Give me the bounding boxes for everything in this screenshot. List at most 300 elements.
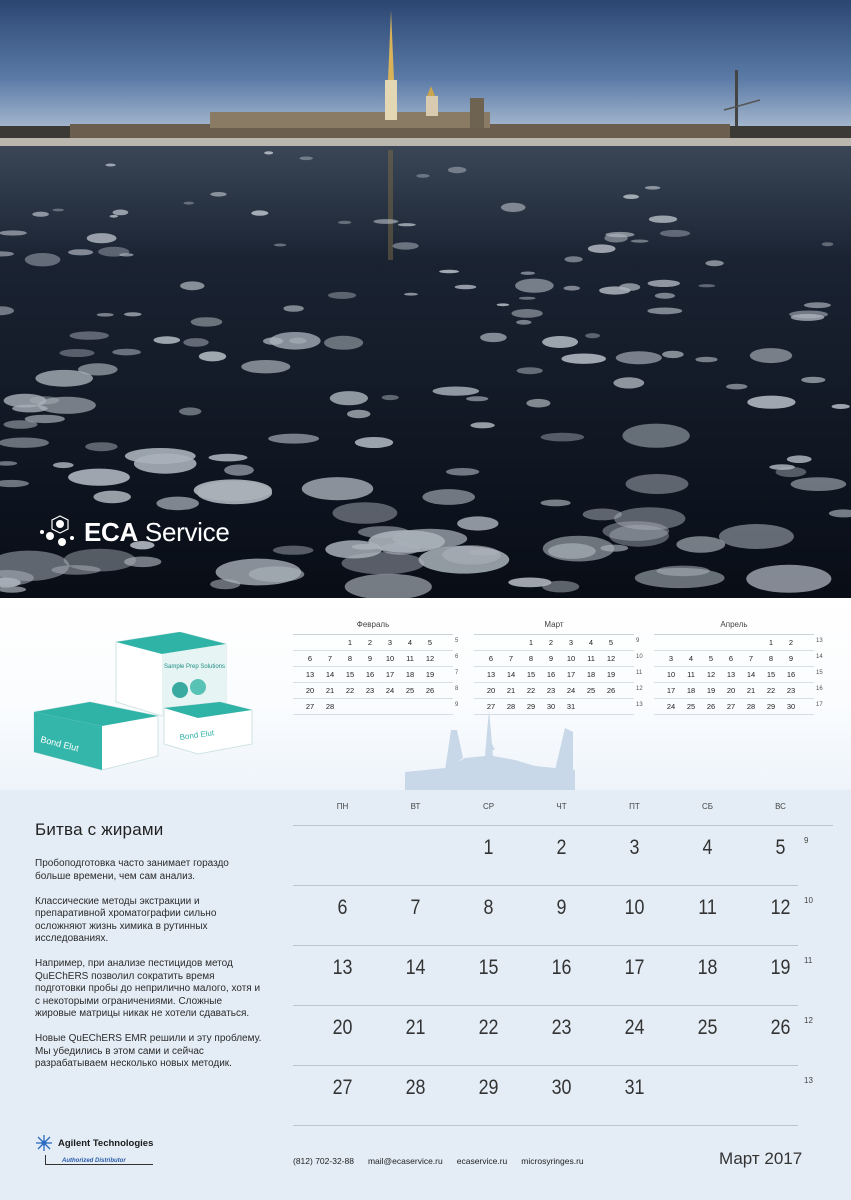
ice-floe	[53, 462, 74, 468]
ice-floe	[541, 500, 571, 507]
article-paragraph: Новые QuEChERS EMR решили и эту проблему. Мы убедились в этом сами и сейчас разрабатываем несколько новых методик.	[35, 1033, 262, 1069]
mini-calendar-day: 6	[307, 654, 313, 663]
mini-calendar-day: 13	[486, 670, 496, 679]
mini-calendar-day: 24	[566, 686, 576, 695]
mini-calendar-day: 15	[345, 670, 355, 679]
mini-calendar-day: 4	[407, 638, 413, 647]
agilent-spark-icon	[35, 1134, 53, 1152]
calendar-day: 18	[697, 956, 718, 979]
ice-floe	[660, 230, 690, 237]
mini-calendar-day: 23	[365, 686, 375, 695]
mini-calendar-day: 26	[706, 702, 716, 711]
ice-floe	[194, 479, 272, 501]
svg-text:Sample Prep Solutions: Sample Prep Solutions	[164, 664, 226, 670]
main-section	[0, 790, 851, 1200]
mini-calendar-day: 14	[325, 670, 335, 679]
ice-floe	[561, 354, 606, 364]
mini-calendar-day: 7	[748, 654, 754, 663]
ice-floe	[209, 454, 248, 462]
ice-floe	[64, 549, 136, 572]
svg-text:Bond Elut: Bond Elut	[39, 734, 80, 754]
mini-calendar-day: 3	[668, 654, 674, 663]
weekday-header	[293, 790, 833, 826]
ice-floe	[93, 491, 131, 504]
ice-floe	[801, 377, 825, 383]
mini-calendar-day: 9	[548, 654, 554, 663]
ice-floe	[270, 332, 321, 350]
city-skyline-silhouette	[405, 710, 575, 790]
mini-calendar-week-number: 13	[636, 702, 643, 708]
ice-floe	[631, 240, 649, 243]
mini-calendar-day: 27	[305, 702, 315, 711]
mini-calendar-day: 2	[548, 638, 554, 647]
ice-floe	[179, 407, 201, 415]
mini-calendar-day: 1	[768, 638, 774, 647]
article-paragraph: Классические методы экстракции и препаративной хроматографии сильно осложняют жизнь химика в рутинных исследованиях.	[35, 895, 217, 944]
ice-floe	[719, 524, 794, 549]
mini-calendar-week-number: 9	[636, 638, 640, 644]
mini-calendar-day: 10	[666, 670, 676, 679]
mini-calendar-day: 10	[566, 654, 576, 663]
mini-calendar-day: 12	[606, 654, 616, 663]
mini-calendar-day: 10	[385, 654, 395, 663]
mini-calendar-day: 20	[726, 686, 736, 695]
website-link-2[interactable]: microsyringes.ru	[521, 1156, 584, 1166]
mini-calendar-week-row	[474, 667, 643, 683]
ice-floe	[480, 333, 507, 342]
mini-calendar-day: 2	[788, 638, 794, 647]
mini-calendar-february	[293, 616, 459, 715]
ice-floe	[542, 336, 578, 348]
article-paragraph: Например, при анализе пестицидов метод QuEChERS позволил сократить время подготовки пробы до неприлично малого, хотя и с некоторыми ограничениями. Сложные жировые матрицы никак не хотели сдаваться.	[35, 958, 261, 1019]
mini-calendar-day: 19	[706, 686, 716, 695]
ice-floe	[613, 377, 644, 388]
mini-calendar-week-row	[293, 667, 459, 683]
weekday-label: СР	[482, 802, 495, 811]
ice-floe	[398, 223, 416, 226]
mini-calendar-day: 8	[347, 654, 353, 663]
ice-floe	[191, 317, 223, 326]
email-link[interactable]: mail@ecaservice.ru	[367, 1156, 443, 1166]
ice-floe	[273, 546, 314, 555]
mini-calendar-day: 25	[686, 702, 696, 711]
article	[35, 820, 265, 1083]
hexagon-molecule-icon	[38, 514, 78, 550]
ice-floe	[156, 497, 199, 511]
mini-calendar-day: 5	[708, 654, 714, 663]
mini-calendar-title: Март	[544, 620, 564, 629]
ice-floe	[648, 280, 680, 287]
ice-floe	[25, 253, 61, 266]
mini-calendar-week-row	[474, 683, 643, 699]
mini-calendar-day: 26	[606, 686, 616, 695]
ice-floe	[626, 474, 689, 494]
brand-name: ECA Service	[84, 516, 230, 547]
weekday-label: ЧТ	[556, 802, 567, 811]
mini-calendar-week-number: 7	[455, 670, 459, 676]
week-number: 10	[804, 896, 813, 905]
article-paragraph: Пробоподготовка часто занимает гораздо больше времени, чем сам анализ.	[35, 858, 229, 882]
ice-floe	[0, 230, 27, 235]
calendar-week-row	[293, 1066, 813, 1126]
ice-floe	[113, 210, 129, 216]
mini-calendar-day: 20	[305, 686, 315, 695]
ice-floe	[599, 286, 630, 294]
ice-floe	[382, 395, 399, 400]
mini-calendar-day: 11	[406, 654, 414, 663]
ice-floe	[616, 351, 662, 364]
mini-calendar-day: 3	[387, 638, 393, 647]
mini-calendar-day: 14	[746, 670, 756, 679]
calendar-day: 16	[551, 956, 572, 979]
ice-floe	[124, 312, 142, 316]
ice-floe	[789, 311, 828, 319]
mini-calendar-week-number: 14	[816, 654, 823, 660]
mini-calendar-day: 4	[688, 654, 694, 663]
ice-floe	[747, 396, 795, 409]
calendar-day: 23	[551, 1016, 572, 1039]
ice-floe	[251, 210, 268, 215]
ice-floe	[302, 477, 373, 500]
ice-floe	[355, 437, 393, 448]
ice-floe	[776, 467, 807, 477]
ice-floe	[300, 157, 313, 161]
mini-calendar-day: 4	[588, 638, 594, 647]
mini-calendar-day: 2	[367, 638, 373, 647]
weekday-label: ВС	[775, 802, 786, 811]
ice-floe	[746, 565, 831, 593]
ice-floe	[521, 272, 535, 275]
calendar-day: 21	[405, 1016, 426, 1039]
ice-floe	[210, 192, 226, 197]
mini-calendar-day: 6	[488, 654, 494, 663]
ice-floe	[676, 536, 725, 552]
ice-floe	[25, 415, 65, 423]
mini-calendar-day: 15	[766, 670, 776, 679]
mini-calendar-day: 9	[367, 654, 373, 663]
mini-calendar-day: 16	[786, 670, 796, 679]
mini-calendar-day: 14	[506, 670, 516, 679]
week-number: 12	[804, 1016, 813, 1025]
ice-floe	[433, 387, 480, 396]
ice-floe	[647, 308, 682, 315]
ice-floe	[457, 516, 498, 530]
mini-calendar-day: 3	[568, 638, 574, 647]
calendar-day: 10	[624, 896, 645, 919]
weekday-label: СБ	[701, 802, 714, 811]
ice-floe	[526, 399, 550, 408]
ice-floe	[68, 469, 130, 486]
mini-calendar-day: 18	[405, 670, 415, 679]
ice-floe	[517, 367, 543, 374]
mini-calendar-day: 22	[766, 686, 776, 695]
calendar-day: 2	[556, 836, 567, 859]
mini-calendar-day: 31	[566, 702, 576, 711]
mini-calendar-week-row	[474, 651, 643, 667]
mini-calendar-day: 16	[365, 670, 375, 679]
ice-floe	[404, 293, 418, 296]
month-year-label: Март 2017	[719, 1149, 803, 1168]
ice-floe	[585, 333, 600, 338]
mini-calendar-day: 9	[788, 654, 794, 663]
mini-calendar-day: 13	[726, 670, 736, 679]
mini-calendar-day: 1	[347, 638, 353, 647]
ice-floe	[342, 552, 425, 574]
ice-floe	[416, 174, 429, 178]
mini-calendar-week-number: 16	[816, 686, 823, 692]
mini-calendar-week-number: 8	[455, 686, 459, 692]
ice-floe	[832, 404, 850, 409]
mini-calendar-day: 26	[425, 686, 435, 695]
ice-floe	[210, 579, 240, 589]
ice-floe	[184, 202, 194, 205]
ice-floe	[368, 530, 445, 553]
mini-calendar-week-row	[654, 699, 823, 715]
mini-calendar-day: 30	[546, 702, 556, 711]
weekday-label: ПН	[336, 802, 349, 811]
article-title: Битва с жирами	[35, 820, 164, 839]
calendar-day: 25	[697, 1016, 718, 1039]
calendar-day: 4	[702, 836, 713, 859]
mini-calendar-day: 21	[506, 686, 516, 695]
mini-calendar-week-number: 13	[816, 638, 823, 644]
calendar-day: 17	[624, 956, 645, 979]
ice-floe	[224, 465, 254, 476]
ice-floe	[154, 336, 181, 344]
ice-floe	[199, 351, 226, 361]
mini-calendar-day: 27	[726, 702, 736, 711]
mini-calendar-day: 22	[345, 686, 355, 695]
ice-floe	[183, 338, 208, 347]
mini-calendar-day: 24	[385, 686, 395, 695]
ice-floe	[268, 434, 319, 444]
ice-floe	[347, 410, 370, 418]
ice-floe	[112, 349, 141, 356]
calendar-day: 14	[405, 956, 426, 979]
mini-calendar-day: 24	[666, 702, 676, 711]
ice-floe	[791, 477, 847, 491]
ice-floe	[543, 536, 614, 562]
ice-floe	[448, 167, 467, 173]
calendar-week-row	[293, 826, 809, 886]
mini-calendar-day: 28	[506, 702, 516, 711]
mini-calendar-week-row	[293, 699, 459, 715]
mini-calendar-day: 5	[608, 638, 614, 647]
ice-floe	[501, 203, 526, 212]
mini-calendar-day: 27	[486, 702, 496, 711]
ice-floe	[565, 256, 583, 262]
mini-calendar-day: 20	[486, 686, 496, 695]
ice-floe	[393, 242, 419, 249]
mini-calendar-day: 17	[566, 670, 576, 679]
ice-floe	[699, 284, 716, 287]
mini-calendar-day: 19	[425, 670, 435, 679]
ice-floe	[97, 313, 114, 317]
mini-calendar-week-row	[654, 667, 823, 683]
mini-calendar-day: 28	[325, 702, 335, 711]
mini-calendar-day: 21	[746, 686, 756, 695]
ice-floe	[125, 448, 196, 464]
main-calendar	[293, 790, 833, 1126]
ice-floe	[726, 384, 747, 390]
mini-calendar-day: 13	[305, 670, 315, 679]
ice-floe	[470, 422, 494, 428]
brand-logo	[38, 514, 230, 550]
weekday-label: ВТ	[410, 802, 421, 811]
mini-calendar-day: 25	[586, 686, 596, 695]
mini-calendar-week-number: 5	[455, 638, 459, 644]
mini-calendar-day: 23	[546, 686, 556, 695]
ice-floe	[705, 260, 723, 266]
weekday-label: ПТ	[629, 802, 640, 811]
ice-floe	[564, 286, 580, 291]
ice-floe	[87, 233, 117, 243]
ice-floe	[105, 164, 115, 167]
mini-calendar-day: 21	[325, 686, 335, 695]
ice-floe	[373, 219, 398, 224]
ice-floe	[614, 507, 685, 530]
mini-calendar-week-row	[654, 635, 823, 651]
calendar-day: 13	[332, 956, 353, 979]
calendar-day: 6	[337, 896, 348, 919]
ice-floe	[623, 194, 639, 199]
ice-floe	[68, 249, 93, 255]
calendar-day: 9	[556, 896, 567, 919]
calendar-day: 19	[770, 956, 791, 979]
agilent-name: Agilent Technologies	[58, 1137, 154, 1149]
mini-calendar-day: 1	[528, 638, 534, 647]
ice-floe	[70, 331, 109, 339]
week-number: 11	[804, 956, 813, 965]
mini-calendar-week-number: 9	[455, 702, 459, 708]
mini-calendar-day: 12	[706, 670, 716, 679]
ice-floe	[59, 349, 94, 357]
contacts-footer	[293, 1156, 584, 1166]
ice-floe	[110, 215, 118, 218]
ice-floe	[515, 279, 554, 293]
mini-calendar-day: 6	[728, 654, 734, 663]
mini-calendar-week-row	[474, 635, 640, 651]
mini-calendar-week-row	[654, 683, 823, 699]
ice-floe	[750, 348, 792, 363]
agilent-logo	[35, 1134, 153, 1165]
mini-calendar-day: 11	[687, 670, 695, 679]
mini-calendar-day: 15	[526, 670, 536, 679]
phone-text: (812) 702-32-88	[293, 1156, 354, 1166]
mini-calendar-day: 28	[746, 702, 756, 711]
ice-floe	[52, 209, 64, 212]
ice-floe	[649, 216, 677, 223]
mini-calendar-day: 18	[686, 686, 696, 695]
mini-calendar-title: Февраль	[356, 620, 390, 629]
calendar-day: 31	[624, 1076, 645, 1099]
mini-calendar-day: 25	[405, 686, 415, 695]
ice-floe	[787, 455, 812, 463]
ice-floe	[655, 293, 675, 299]
ice-floe	[264, 151, 273, 154]
mini-calendar-week-row	[293, 635, 459, 651]
mini-calendar-day: 7	[508, 654, 514, 663]
product-boxes-image	[30, 632, 260, 772]
ice-floe	[338, 221, 351, 224]
ice-floe	[274, 244, 286, 247]
calendar-day: 11	[698, 896, 717, 919]
agilent-tagline: Authorized Distributor	[45, 1155, 153, 1165]
ice-floe	[497, 303, 510, 306]
calendar-day: 24	[624, 1016, 645, 1039]
mini-calendar-day: 7	[327, 654, 333, 663]
mini-calendar-week-row	[654, 651, 823, 667]
ice-floe	[588, 244, 616, 253]
calendar-day: 1	[483, 836, 494, 859]
mini-calendar-day: 29	[766, 702, 776, 711]
ice-floe	[333, 502, 398, 524]
mini-calendar-week-number: 10	[636, 654, 643, 660]
mini-calendar-band	[0, 598, 851, 790]
week-number: 9	[804, 836, 809, 845]
calendar-week-row	[293, 1006, 813, 1066]
calendar-day: 22	[478, 1016, 499, 1039]
mini-calendar-day: 12	[425, 654, 435, 663]
ice-floe	[455, 285, 477, 290]
ice-floe	[324, 336, 363, 350]
mini-calendar-week-row	[474, 699, 643, 715]
ice-floe	[516, 320, 531, 325]
ice-floe	[442, 545, 501, 564]
ice-floe	[241, 360, 290, 373]
mini-calendar-day: 8	[768, 654, 774, 663]
mini-calendar-day: 18	[586, 670, 596, 679]
calendar-week-row	[293, 946, 813, 1006]
calendar-day: 27	[332, 1076, 353, 1099]
mini-calendar-day: 30	[786, 702, 796, 711]
mini-calendar-day: 23	[786, 686, 796, 695]
calendar-day: 30	[551, 1076, 572, 1099]
website-link[interactable]: ecaservice.ru	[456, 1156, 508, 1166]
ice-floe	[0, 438, 49, 448]
ice-floe	[4, 394, 47, 408]
calendar-week-row	[293, 886, 813, 946]
ice-floe	[330, 391, 368, 405]
ice-floe	[439, 270, 459, 274]
ice-floe	[604, 234, 627, 243]
mini-calendar-day: 17	[385, 670, 395, 679]
mini-calendar-march	[474, 616, 643, 715]
calendar-day: 28	[405, 1076, 426, 1099]
cover-photo	[0, 0, 851, 598]
calendar-day: 3	[629, 836, 640, 859]
week-number: 13	[804, 1076, 813, 1085]
mini-calendar-week-number: 17	[816, 702, 823, 708]
ice-floe	[804, 302, 831, 308]
ice-floe	[446, 468, 479, 476]
ice-floe	[32, 212, 49, 217]
ice-floe	[511, 309, 542, 318]
mini-calendar-day: 17	[666, 686, 676, 695]
calendar-day: 15	[478, 956, 499, 979]
mini-calendar-april	[654, 616, 823, 715]
ice-floe	[622, 424, 689, 448]
calendar-day: 5	[775, 836, 786, 859]
calendar-day: 12	[770, 896, 791, 919]
ice-floe	[519, 297, 536, 300]
ice-floe	[822, 242, 834, 246]
svg-text:Bond Elut: Bond Elut	[179, 728, 215, 742]
mini-calendar-title: Апрель	[720, 620, 748, 629]
calendar-day: 7	[410, 896, 421, 919]
ice-floe	[508, 578, 551, 588]
mini-calendar-day: 8	[528, 654, 534, 663]
